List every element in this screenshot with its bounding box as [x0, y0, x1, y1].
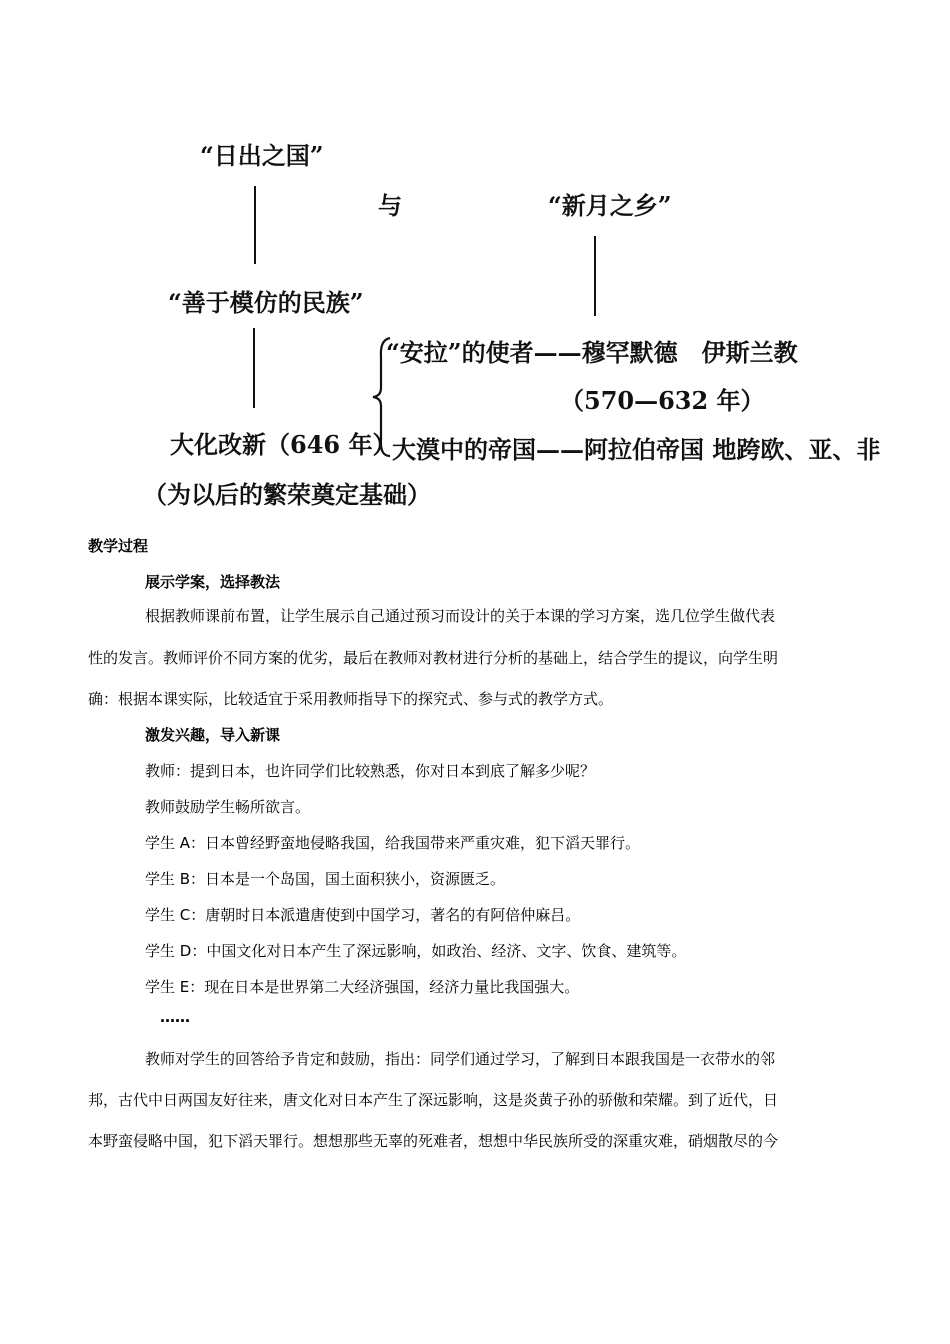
dialogue-line: 学生 E：现在日本是世界第二大经济强国，经济力量比我国强大。: [145, 978, 580, 996]
diagram-imitate-label: “善于模仿的民族”: [168, 288, 364, 317]
connector-line: [594, 236, 596, 316]
paragraph-line: 根据教师课前布置，让学生展示自己通过预习而设计的关于本课的学习方案，选几位学生做代表: [145, 607, 776, 625]
heading-intro-lesson: 激发兴趣，导入新课: [145, 726, 281, 744]
concept-diagram: [0, 0, 950, 520]
dialogue-line: 学生 D：中国文化对日本产生了深远影响，如政治、经济、文字、饮食、建筑等。: [145, 942, 687, 960]
diagram-years-label: （570—632 年）: [560, 386, 765, 415]
ellipsis: ……: [160, 1008, 190, 1026]
connector-line: [253, 328, 255, 408]
dialogue-line: 教师鼓励学生畅所欲言。: [145, 798, 311, 816]
connector-line: [254, 186, 256, 264]
diagram-arab-title: “新月之乡”: [548, 191, 672, 220]
diagram-and-label: 与: [378, 191, 402, 220]
dialogue-line: 教师：提到日本，也许同学们比较熟悉，你对日本到底了解多少呢？: [145, 762, 596, 780]
dialogue-line: 学生 A：日本曾经野蛮地侵略我国，给我国带来严重灾难，犯下滔天罪行。: [145, 834, 641, 852]
diagram-japan-title: “日出之国”: [200, 141, 324, 170]
paragraph-line: 本野蛮侵略中国，犯下滔天罪行。想想那些无辜的死难者，想想中华民族所受的深重灾难，硝烟散尽的今: [88, 1132, 779, 1150]
diagram-empire-label: 大漠中的帝国——阿拉伯帝国 地跨欧、亚、非: [392, 435, 881, 464]
paragraph-line: 性的发言。教师评价不同方案的优劣，最后在教师对教材进行分析的基础上，结合学生的提议，向学生明: [88, 649, 779, 667]
paragraph-line: 邦，古代中日两国友好往来，唐文化对日本产生了深远影响，这是炎黄子孙的骄傲和荣耀。到了近代，日: [88, 1091, 779, 1109]
diagram-envoy-label: “安拉”的使者——穆罕默德 伊斯兰教: [386, 338, 798, 367]
dialogue-line: 学生 C：唐朝时日本派遣唐使到中国学习，著名的有阿倍仲麻吕。: [145, 906, 581, 924]
diagram-foundation-label: （为以后的繁荣奠定基础）: [143, 480, 431, 509]
heading-show-plan: 展示学案，选择教法: [145, 573, 281, 591]
dialogue-line: 学生 B：日本是一个岛国，国土面积狭小，资源匮乏。: [145, 870, 506, 888]
paragraph-line: 确：根据本课实际，比较适宜于采用教师指导下的探究式、参与式的教学方式。: [88, 690, 614, 708]
paragraph-line: 教师对学生的回答给予肯定和鼓励，指出：同学们通过学习，了解到日本跟我国是一衣带水的邻: [145, 1050, 776, 1068]
section-title: 教学过程: [88, 537, 149, 555]
diagram-taika-label: 大化改新（646 年）: [170, 430, 397, 459]
